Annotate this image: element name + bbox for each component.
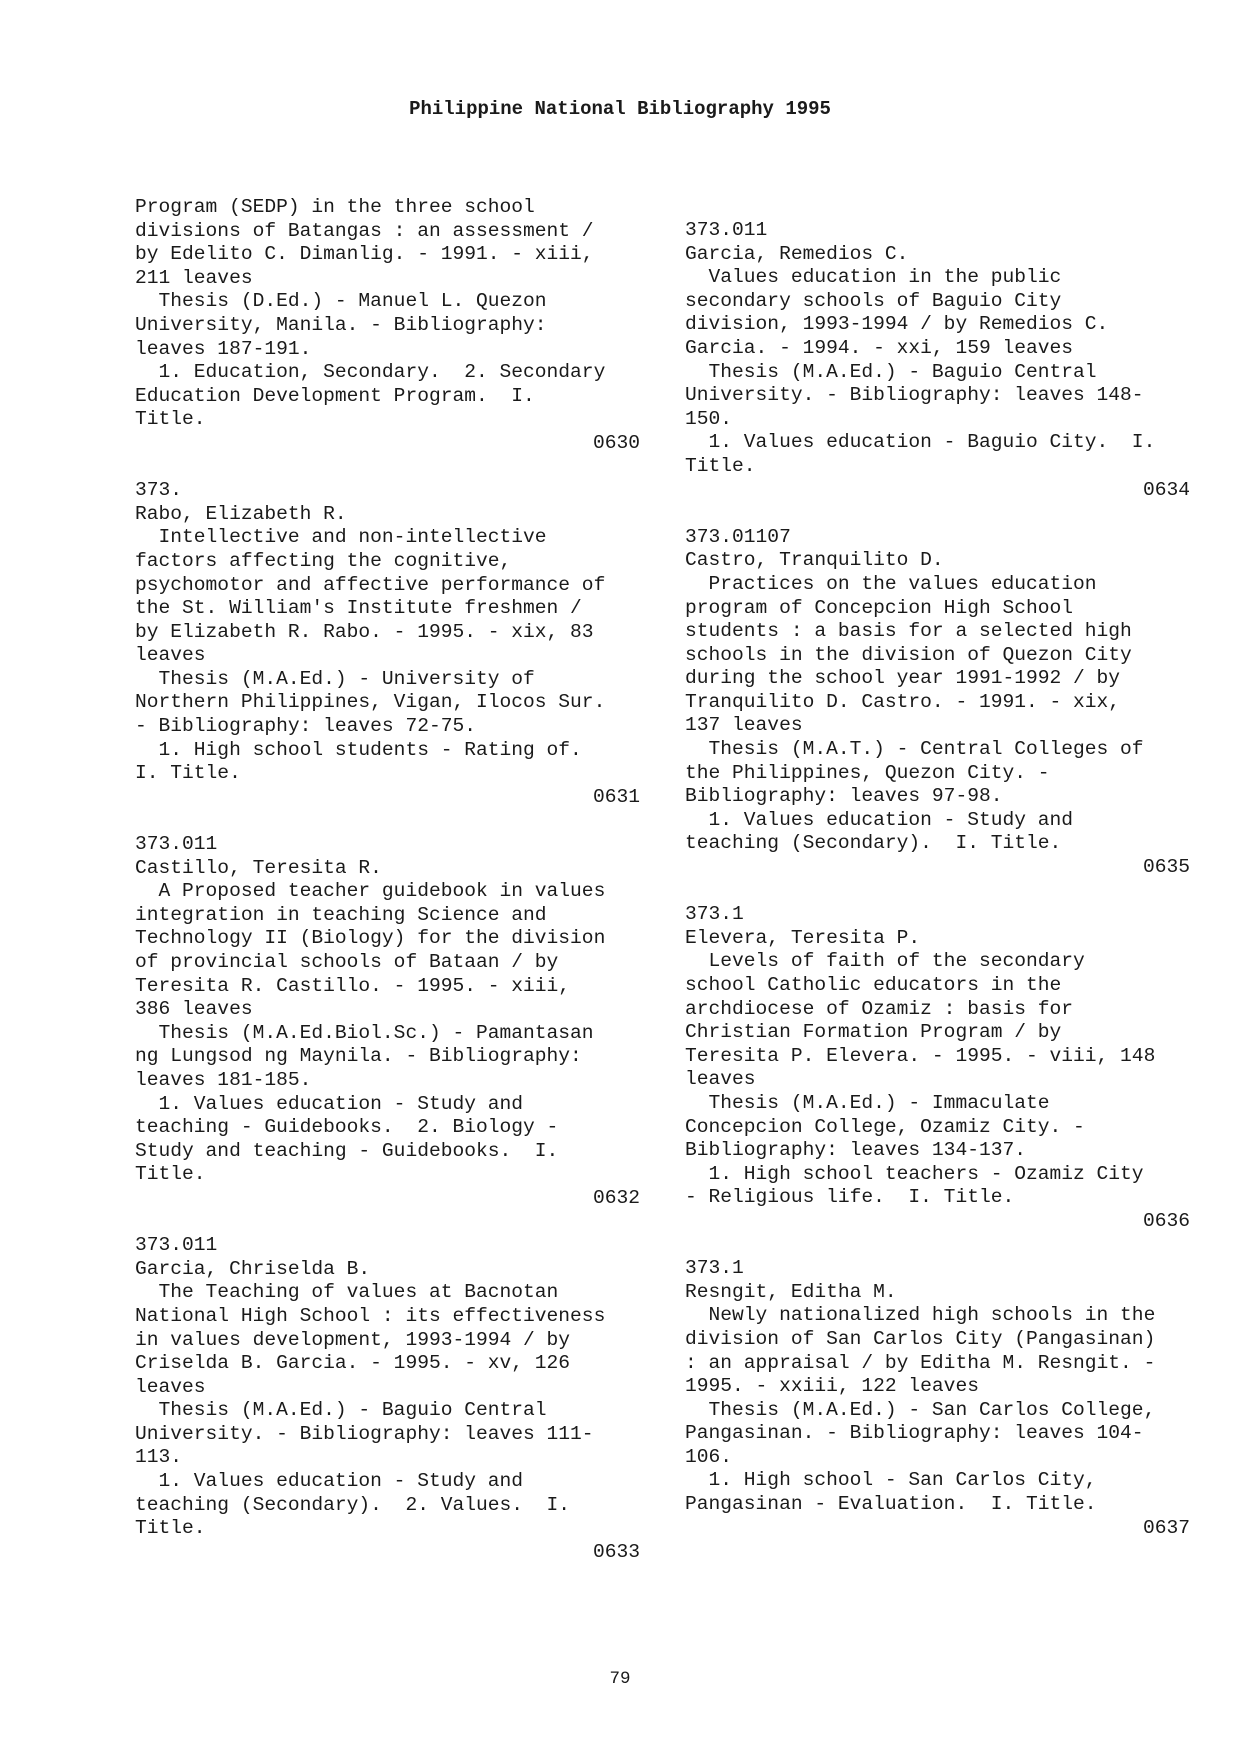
entry-line: Practices on the values education (685, 572, 1097, 595)
entry-line: 1. Values education - Study and (135, 1470, 524, 1493)
entry-line: 373.01107 (685, 525, 791, 548)
entry-line: A Proposed teacher guidebook in values (135, 880, 606, 903)
entry-line: Castillo, Teresita R. (135, 856, 382, 879)
entry-line: Thesis (M.A.Ed.) - Baguio Central (135, 1399, 547, 1422)
entry-line: 137 leaves (685, 714, 803, 737)
entry-line: 1. Education, Secondary. 2. Secondary (135, 361, 606, 384)
bibliography-entry (685, 1257, 1190, 1540)
entry-line: Rabo, Elizabeth R. (135, 502, 347, 525)
entry-line: of provincial schools of Bataan / by (135, 951, 559, 973)
entry-line: Title. (135, 1163, 206, 1186)
entry-number: 0637 (1142, 1516, 1190, 1539)
entry-line: teaching (Secondary). I. Title. (685, 832, 1062, 855)
entry-line: schools in the division of Quezon City (685, 643, 1132, 666)
entry-line: factors affecting the cognitive, (135, 549, 512, 572)
entry-line: Thesis (M.A.Ed.) - Immaculate (685, 1091, 1050, 1114)
entry-line: Title. (135, 408, 206, 431)
page-title: Philippine National Bibliography 1995 (409, 98, 831, 120)
bibliography-entry (135, 1234, 640, 1564)
entry-line: in values development, 1993-1994 / by (135, 1328, 571, 1351)
entry-line: leaves (685, 1068, 756, 1091)
entry-line: Thesis (M.A.T.) - Central Colleges of (685, 738, 1144, 761)
entry-line: - Religious life. I. Title. (685, 1186, 1015, 1209)
entry-line: the Philippines, Quezon City. - (685, 761, 1050, 784)
entry-line: 386 leaves (135, 998, 253, 1021)
entry-line: teaching - Guidebooks. 2. Biology - (135, 1116, 559, 1139)
entry-line: leaves 181-185. (135, 1068, 312, 1091)
bibliography-entry (135, 479, 640, 809)
entry-line: secondary schools of Baguio City (685, 289, 1062, 312)
entry-line: Bibliography: leaves 97-98. (685, 785, 1003, 808)
bibliography-entry (135, 196, 640, 456)
entry-line: 1. High school teachers - Ozamiz City (685, 1162, 1144, 1185)
entry-line: Study and teaching - Guidebooks. I. (135, 1139, 559, 1162)
entry-number: 0635 (1142, 856, 1190, 879)
entry-line: 106. (685, 1445, 733, 1468)
entry-line: 373.011 (135, 1234, 218, 1257)
entry-line: program of Concepcion High School (685, 596, 1074, 619)
entry-line: University. - Bibliography: leaves 148- (685, 384, 1144, 407)
entry-line: Technology II (Biology) for the division (135, 927, 606, 950)
entry-line: the St. William's Institute freshmen / (135, 597, 582, 620)
entry-line: Thesis (D.Ed.) - Manuel L. Quezon (135, 290, 547, 313)
bibliography-entry (135, 833, 640, 1211)
entry-line: 1995. - xxiii, 122 leaves (685, 1375, 979, 1398)
entry-line: division of San Carlos City (Pangasinan) (685, 1327, 1156, 1350)
entry-line: Values education in the public (685, 266, 1062, 289)
entry-line: Garcia, Remedios C. (685, 242, 909, 265)
entry-line: Levels of faith of the secondary (685, 950, 1085, 973)
entry-line: Teresita P. Elevera. - 1995. - viii, 148 (685, 1044, 1156, 1067)
entry-line: Program (SEDP) in the three school (135, 196, 535, 218)
entry-line: Resngit, Editha M. (685, 1280, 897, 1303)
entry-line: University. - Bibliography: leaves 111- (135, 1422, 594, 1445)
bibliography-entry (685, 219, 1190, 502)
entry-number: 0632 (592, 1186, 640, 1209)
entry-number: 0630 (592, 431, 640, 454)
entry-line: Garcia. - 1994. - xxi, 159 leaves (685, 336, 1074, 359)
entry-line: leaves (135, 1375, 206, 1398)
entry-line: 373.1 (685, 1257, 744, 1280)
entry-line: Title. (685, 454, 756, 477)
entry-number: 0633 (592, 1540, 640, 1563)
entry-line: 211 leaves (135, 266, 253, 289)
entry-line: - Bibliography: leaves 72-75. (135, 715, 476, 738)
entry-line: divisions of Batangas : an assessment / (135, 219, 594, 242)
entry-line: Castro, Tranquilito D. (685, 549, 944, 572)
entry-line: ng Lungsod ng Maynila. - Bibliography: (135, 1045, 582, 1068)
entry-line: 113. (135, 1446, 183, 1469)
entry-line: leaves (135, 644, 206, 667)
entry-line: 1. Values education - Study and (685, 808, 1074, 831)
entry-number: 0636 (1142, 1209, 1190, 1232)
entry-line: Thesis (M.A.Ed.Biol.Sc.) - Pamantasan (135, 1021, 594, 1044)
entry-line: Intellective and non-intellective (135, 526, 547, 549)
entry-line: I. Title. (135, 762, 241, 785)
entry-line: psychomotor and affective performance of (135, 573, 606, 596)
entry-line: Education Development Program. I. (135, 384, 535, 407)
entry-line: by Elizabeth R. Rabo. - 1995. - xix, 83 (135, 620, 594, 643)
entry-line: Northern Philippines, Vigan, Ilocos Sur. (135, 691, 606, 714)
entry-line: archdiocese of Ozamiz : basis for (685, 997, 1074, 1020)
entry-line: integration in teaching Science and (135, 903, 547, 926)
entry-line: Criselda B. Garcia. - 1995. - xv, 126 (135, 1352, 571, 1375)
entry-line: 1. High school - San Carlos City, (685, 1469, 1097, 1492)
page-number: 79 (609, 1669, 631, 1689)
entry-number: 0631 (592, 785, 640, 808)
entry-line: The Teaching of values at Bacnotan (135, 1281, 559, 1304)
entry-line: Pangasinan - Evaluation. I. Title. (685, 1493, 1097, 1516)
entry-line: leaves 187-191. (135, 337, 312, 360)
entry-line: : an appraisal / by Editha M. Resngit. - (685, 1351, 1156, 1374)
entry-line: 373. (135, 479, 183, 502)
entry-line: Thesis (M.A.Ed.) - University of (135, 667, 535, 690)
left-column (135, 196, 640, 1564)
entry-line: Bibliography: leaves 134-137. (685, 1139, 1026, 1162)
entry-line: Garcia, Chriselda B. (135, 1257, 371, 1280)
entry-line: Thesis (M.A.Ed.) - San Carlos College, (685, 1398, 1156, 1421)
entry-line: students : a basis for a selected high (685, 620, 1132, 643)
entry-number: 0634 (1142, 478, 1190, 501)
entry-line: 1. Values education - Study and (135, 1092, 524, 1115)
entry-line: Tranquilito D. Castro. - 1991. - xix, (685, 690, 1121, 713)
entry-line: University, Manila. - Bibliography: (135, 313, 547, 336)
entry-line: Elevera, Teresita P. (685, 926, 921, 949)
entry-line: Thesis (M.A.Ed.) - Baguio Central (685, 360, 1097, 383)
entry-line: 373.011 (135, 833, 218, 856)
entry-line: Teresita R. Castillo. - 1995. - xiii, (135, 974, 571, 997)
entry-line: 373.1 (685, 903, 744, 926)
entry-line: 1. Values education - Baguio City. I. (685, 431, 1156, 454)
right-column (685, 219, 1190, 1540)
entry-line: Newly nationalized high schools in the (685, 1304, 1156, 1327)
entry-line: school Catholic educators in the (685, 974, 1062, 996)
entry-line: Pangasinan. - Bibliography: leaves 104- (685, 1422, 1144, 1445)
entry-line: Concepcion College, Ozamiz City. - (685, 1115, 1085, 1138)
entry-line: 150. (685, 407, 733, 430)
entry-line: National High School : its effectiveness (135, 1304, 606, 1327)
entry-line: division, 1993-1994 / by Remedios C. (685, 313, 1109, 336)
entry-line: Title. (135, 1517, 206, 1540)
entry-line: during the school year 1991-1992 / by (685, 667, 1121, 690)
bibliography-entry (685, 526, 1190, 880)
entry-line: 1. High school students - Rating of. (135, 738, 582, 761)
bibliography-entry (685, 903, 1190, 1233)
entry-line: by Edelito C. Dimanlig. - 1991. - xiii, (135, 243, 594, 266)
entry-line: Christian Formation Program / by (685, 1021, 1062, 1044)
entry-line: teaching (Secondary). 2. Values. I. (135, 1493, 571, 1516)
entry-line: 373.011 (685, 219, 768, 241)
